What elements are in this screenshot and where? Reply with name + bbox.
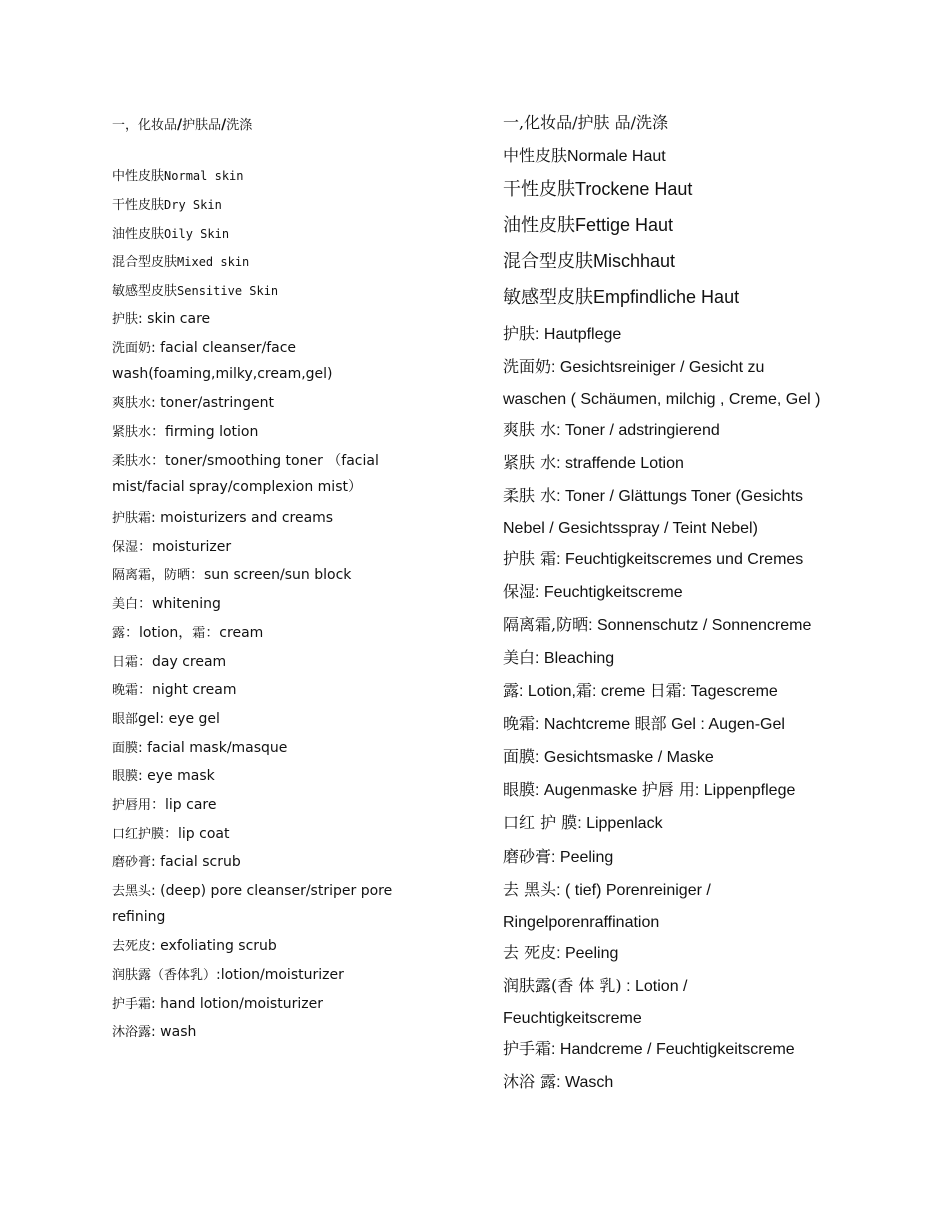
left-term-lotion-cream: 露：lotion，霜：cream [112,625,264,641]
right-term-facial-mask: 面膜: Gesichtsmaske / Maske [503,747,714,766]
left-term-eye-gel: 眼部gel: eye gel [112,711,220,727]
right-term-moisturizers: 护肤 霜: Feuchtigkeitscremes und Cremes [503,549,804,568]
left-term-facial-mask: 面膜: facial mask/masque [112,740,288,756]
right-term-night-cream-eye-gel: 晚霜: Nachtcreme 眼部 Gel : Augen-Gel [503,714,785,733]
left-term-wash: 沐浴露: wash [112,1024,197,1040]
right-term-smoothing-toner-continued: Nebel / Gesichtsspray / Teint Nebel) [503,520,758,537]
right-term-hand-lotion: 护手霜: Handcreme / Feuchtigkeitscreme [503,1039,795,1058]
right-term-body-lotion-continued: Feuchtigkeitscreme [503,1010,642,1027]
right-term-exfoliating-scrub: 去 死皮: Peeling [503,943,619,962]
right-term-moisturizer: 保湿: Feuchtigkeitscreme [503,582,683,601]
left-term-facial-cleanser: 洗面奶: facial cleanser/face [112,340,297,356]
right-term-skin-care: 护肤: Hautpflege [503,324,622,343]
right-term-firming-lotion: 紧肤 水: straffende Lotion [503,453,684,472]
left-term-hand-lotion: 护手霜: hand lotion/moisturizer [112,996,323,1012]
left-term-body-lotion: 润肤露（香体乳）:lotion/moisturizer [112,967,344,983]
left-term-facial-cleanser-continued: wash(foaming,milky,cream,gel) [112,366,333,382]
left-term-lip-coat: 口红护膜：lip coat [112,826,230,842]
left-term-whitening: 美白：whitening [112,596,221,612]
right-term-pore-cleanser-continued: Ringelporenraffination [503,914,660,931]
left-term-lip-care: 护唇用：lip care [112,797,217,813]
left-term-day-cream: 日霜：day cream [112,654,227,670]
right-term-facial-scrub: 磨砂膏: Peeling [503,847,614,866]
left-term-pore-cleanser: 去黑头: (deep) pore cleanser/striper pore [112,883,393,899]
left-term-smoothing-toner-continued: mist/facial spray/complexion mist） [112,479,362,495]
left-term-toner: 爽肤水: toner/astringent [112,395,274,411]
right-term-wash: 沐浴 露: Wasch [503,1072,614,1091]
right-term-toner: 爽肤 水: Toner / adstringierend [503,420,720,439]
left-section-header: 一，化妆品/护肤品/洗涤 [112,117,253,133]
right-term-sun-screen: 隔离霜,防晒: Sonnenschutz / Sonnencreme [503,615,812,634]
right-term-body-lotion: 润肤露(香 体 乳) : Lotion / [503,976,688,995]
right-skin-type-sensitive: 敏感型皮肤Empfindliche Haut [503,287,740,308]
left-term-pore-cleanser-continued: refining [112,909,166,925]
left-skin-type-dry: 干性皮肤Dry Skin [112,198,222,213]
left-term-firming-lotion: 紧肤水：firming lotion [112,424,259,440]
left-term-moisturizers: 护肤霜: moisturizers and creams [112,510,334,526]
right-term-facial-cleanser-continued: waschen ( Schäumen, milchig , Creme, Gel ) [503,391,821,408]
right-skin-type-mixed: 混合型皮肤Mischhaut [503,251,676,272]
left-term-eye-mask: 眼膜: eye mask [112,768,215,784]
right-term-lip-coat: 口红 护 膜: Lippenlack [503,813,663,832]
right-skin-type-oily: 油性皮肤Fettige Haut [503,215,674,236]
left-skin-type-oily: 油性皮肤Oily Skin [112,227,230,242]
left-skin-type-normal: 中性皮肤Normal skin [112,169,244,184]
left-term-sun-screen: 隔离霜，防晒：sun screen/sun block [112,567,352,583]
right-term-eye-mask-lip-care: 眼膜: Augenmaske 护唇 用: Lippenpflege [503,780,796,799]
right-skin-type-normal: 中性皮肤Normale Haut [503,146,666,165]
left-term-smoothing-toner: 柔肤水：toner/smoothing toner （facial [112,453,379,469]
right-term-pore-cleanser: 去 黑头: ( tief) Porenreiniger / [503,880,711,899]
right-term-smoothing-toner: 柔肤 水: Toner / Glättungs Toner (Gesichts [503,486,804,505]
right-term-facial-cleanser: 洗面奶: Gesichtsreiniger / Gesicht zu [503,357,765,376]
left-skin-type-mixed: 混合型皮肤Mixed skin [112,255,250,270]
left-term-skin-care: 护肤: skin care [112,311,211,327]
left-skin-type-sensitive: 敏感型皮肤Sensitive Skin [112,284,279,299]
left-term-night-cream: 晚霜：night cream [112,682,237,698]
left-term-facial-scrub: 磨砂膏: facial scrub [112,854,241,870]
left-term-moisturizer: 保湿：moisturizer [112,539,232,555]
right-skin-type-dry: 干性皮肤Trockene Haut [503,179,693,200]
right-section-header: 一,化妆品/护肤 品/洗涤 [503,113,668,132]
right-term-lotion-cream-day-cream: 露: Lotion,霜: creme 日霜: Tagescreme [503,681,778,700]
left-term-exfoliating-scrub: 去死皮: exfoliating scrub [112,938,277,954]
right-term-whitening: 美白: Bleaching [503,648,615,667]
